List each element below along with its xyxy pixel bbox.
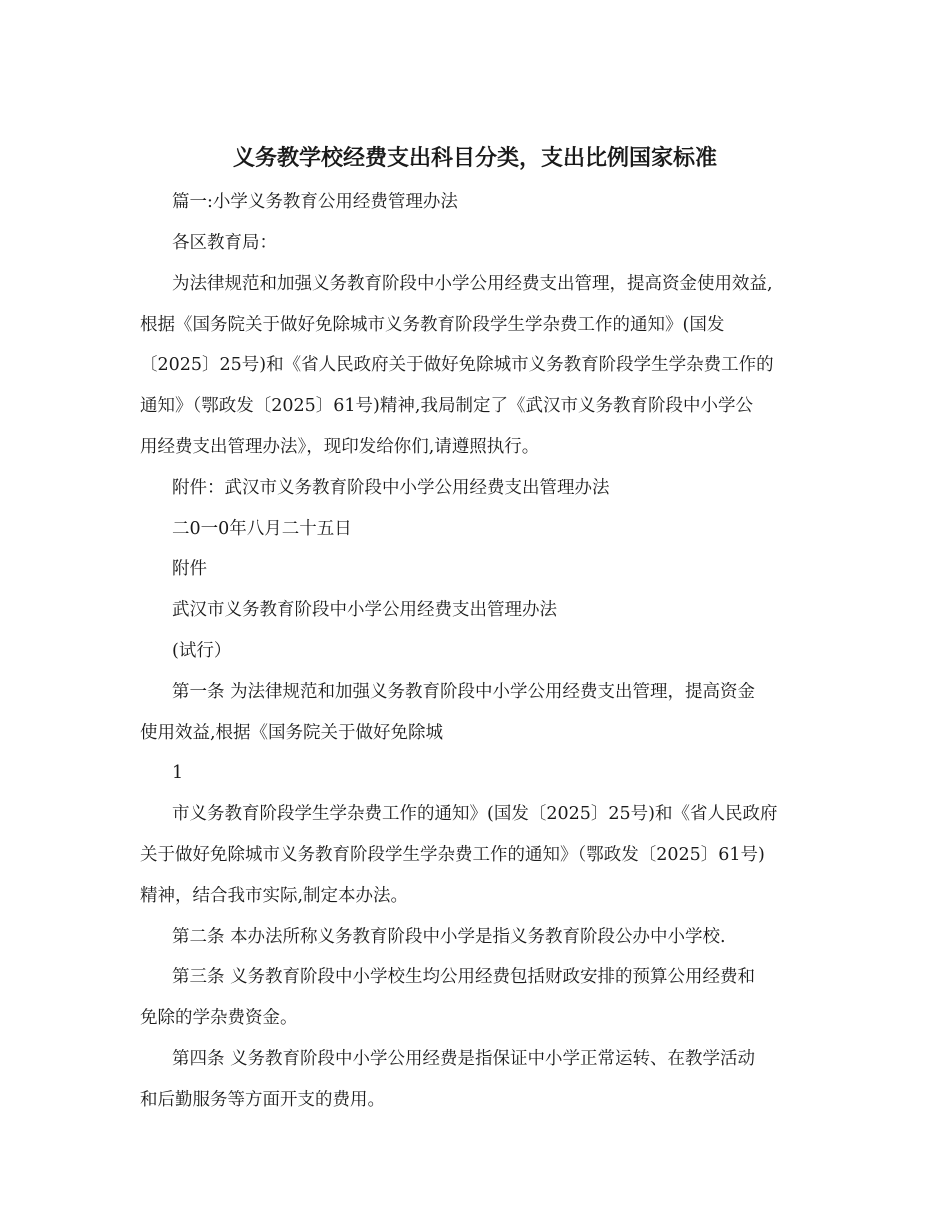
attachment-title: 武汉市义务教育阶段中小学公用经费支出管理办法 bbox=[172, 600, 557, 620]
article-line: 第四条 义务教育阶段中小学公用经费是指保证中小学正常运转、在教学活动 bbox=[172, 1049, 756, 1069]
paragraph-line: 为法律规范和加强义务教育阶段中小学公用经费支出管理，提高资金使用效益, bbox=[172, 274, 773, 294]
article-line: 关于做好免除城市义务教育阶段学生学杂费工作的通知》（鄂政发〔2025〕61号) bbox=[140, 845, 765, 865]
date-line: 二0一0年八月二十五日 bbox=[172, 519, 352, 539]
section-heading: 篇一:小学义务教育公用经费管理办法 bbox=[172, 192, 458, 212]
trial-note: (试行） bbox=[172, 641, 232, 661]
paragraph-line: 〔2025〕25号)和《省人民政府关于做好免除城市义务教育阶段学生学杂费工作的 bbox=[140, 355, 774, 375]
paragraph-line: 根据《国务院关于做好免除城市义务教育阶段学生学杂费工作的通知》(国发 bbox=[140, 315, 725, 335]
article-line: 和后勤服务等方面开支的费用。 bbox=[140, 1090, 385, 1110]
article-line: 第二条 本办法所称义务教育阶段中小学是指义务教育阶段公办中小学校. bbox=[172, 927, 726, 947]
article-line: 使用效益,根据《国务院关于做好免除城 bbox=[140, 723, 444, 743]
addressee: 各区教育局： bbox=[172, 233, 277, 253]
document-title: 义务教学校经费支出科目分类，支出比例国家标准 bbox=[232, 145, 717, 171]
article-line: 第一条 为法律规范和加强义务教育阶段中小学公用经费支出管理，提高资金 bbox=[172, 682, 756, 702]
article-line: 精神，结合我市实际,制定本办法。 bbox=[140, 886, 409, 906]
article-line: 免除的学杂费资金。 bbox=[140, 1008, 298, 1028]
paragraph-line: 用经费支出管理办法》，现印发给你们,请遵照执行。 bbox=[140, 437, 540, 457]
article-line: 市义务教育阶段学生学杂费工作的通知》(国发〔2025〕25号)和《省人民政府 bbox=[172, 804, 778, 824]
paragraph-line: 通知》（鄂政发〔2025〕61号)精神,我局制定了《武汉市义务教育阶段中小学公 bbox=[140, 396, 753, 416]
attachment-label: 附件 bbox=[172, 559, 207, 579]
page-number: 1 bbox=[172, 763, 184, 783]
article-line: 第三条 义务教育阶段中小学校生均公用经费包括财政安排的预算公用经费和 bbox=[172, 967, 756, 987]
attachment-note: 附件：武汉市义务教育阶段中小学公用经费支出管理办法 bbox=[172, 478, 610, 498]
